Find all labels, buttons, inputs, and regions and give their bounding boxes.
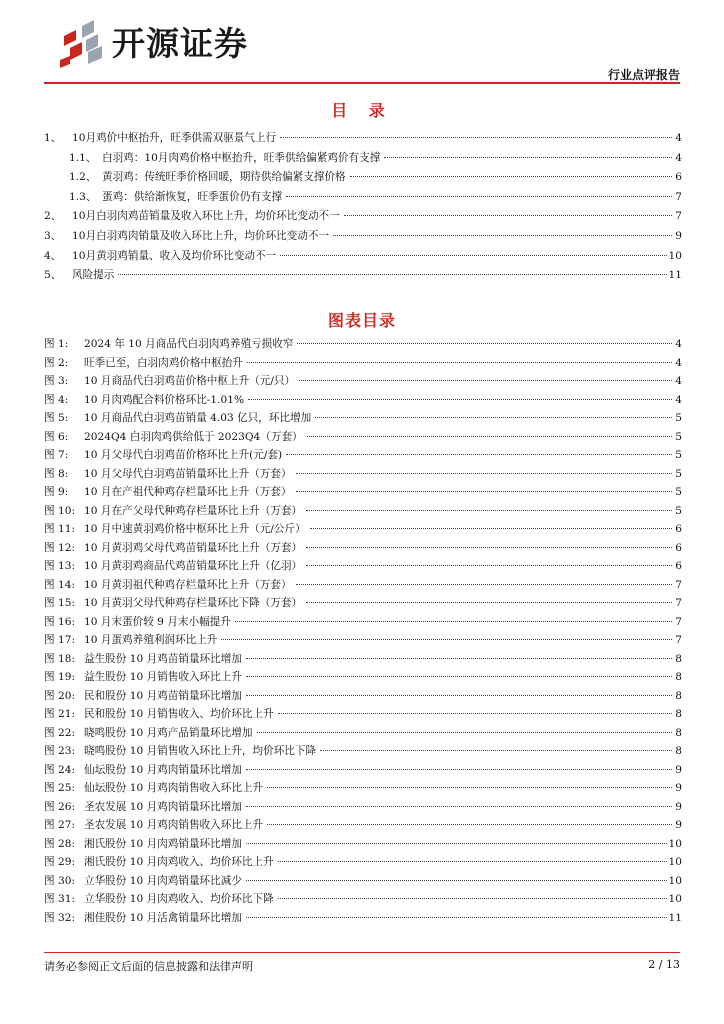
figure-caption: 2024Q4 白羽肉鸡供给低于 2023Q4（万套） xyxy=(84,430,303,443)
leader-dots xyxy=(299,380,672,381)
figure-entry[interactable] xyxy=(44,817,682,836)
figure-entry[interactable] xyxy=(44,410,682,429)
figure-caption: 湘氏股份 10 月肉鸡收入、均价环比上升 xyxy=(84,856,274,868)
toc-number: 1.1、 xyxy=(69,151,97,164)
page-ref: 4 xyxy=(675,393,682,406)
leader-dots xyxy=(246,769,672,770)
brand-name: 开源证券 xyxy=(112,24,248,63)
leader-dots xyxy=(278,898,667,899)
page-ref: 8 xyxy=(675,671,682,683)
leader-dots xyxy=(267,787,672,788)
leader-dots xyxy=(296,473,672,474)
figure-caption: 晓鸣股份 10 月鸡产品销量环比增加 xyxy=(84,726,253,739)
figure-caption: 立华股份 10 月肉鸡销量环比减少 xyxy=(84,874,242,887)
leader-dots xyxy=(280,255,666,256)
figure-number: 图 14: xyxy=(44,578,76,591)
figure-caption: 10 月父母代白羽鸡苗销量环比上升（万套） xyxy=(84,467,292,480)
leader-dots xyxy=(247,362,672,363)
leader-dots xyxy=(248,399,672,400)
page-ref: 5 xyxy=(675,449,682,461)
figure-number: 图 22: xyxy=(44,726,76,739)
figure-entry[interactable] xyxy=(44,503,682,522)
figure-caption: 湘氏股份 10 月肉鸡销量环比增加 xyxy=(84,837,242,850)
leader-dots xyxy=(384,157,672,158)
page-ref: 5 xyxy=(675,504,682,517)
page-ref: 8 xyxy=(675,652,682,665)
figure-number: 图 29: xyxy=(44,856,76,868)
figure-caption: 立华股份 10 月肉鸡收入、均价环比下降 xyxy=(84,893,274,905)
figure-number: 图 9: xyxy=(44,486,69,498)
page-ref: 4 xyxy=(675,375,682,387)
page-ref: 5 xyxy=(675,412,682,424)
figure-caption: 10 月黄羽祖代种鸡存栏量环比上升（万套） xyxy=(84,578,292,591)
figure-caption: 10 月商品代白羽鸡苗销量 4.03 亿只，环比增加 xyxy=(84,412,312,424)
page-ref: 10 xyxy=(668,837,682,850)
page-ref: 4 xyxy=(675,151,682,164)
leader-dots xyxy=(246,695,672,696)
leader-dots xyxy=(296,491,672,492)
page-header xyxy=(44,16,680,86)
toc-entry[interactable] xyxy=(44,169,682,189)
toc-text: 风险提示 xyxy=(72,269,115,282)
figure-number: 图 27: xyxy=(44,819,76,831)
leader-dots xyxy=(306,510,672,511)
figure-caption: 民和股份 10 月销售收入、均价环比上升 xyxy=(84,708,274,720)
leader-dots xyxy=(118,274,666,275)
figure-caption: 旺季已至，白羽肉鸡价格中枢抬升 xyxy=(84,356,243,369)
page-ref: 7 xyxy=(675,210,682,223)
page-ref: 7 xyxy=(675,634,682,646)
figure-entry[interactable] xyxy=(44,780,682,799)
figure-caption: 10 月商品代白羽鸡苗价格中枢上升（元/只） xyxy=(84,375,296,387)
figure-entry[interactable] xyxy=(44,799,682,818)
figure-number: 图 15: xyxy=(44,597,76,609)
page-ref: 4 xyxy=(675,356,682,369)
figure-caption: 10 月在产祖代种鸡存栏量环比上升（万套） xyxy=(84,486,292,498)
leader-dots xyxy=(306,547,672,548)
toc-number: 2、 xyxy=(44,210,62,223)
figure-number: 图 5: xyxy=(44,412,69,424)
figure-entry[interactable] xyxy=(44,336,682,355)
footer-divider xyxy=(44,952,680,953)
page-ref: 7 xyxy=(675,597,682,609)
figure-entry[interactable] xyxy=(44,725,682,744)
toc-list xyxy=(44,130,682,287)
figure-number: 图 26: xyxy=(44,800,76,813)
figure-caption: 仙坛股份 10 月鸡肉销售收入环比上升 xyxy=(84,782,264,794)
figure-caption: 10 月黄羽鸡父母代鸡苗销量环比上升（万套） xyxy=(84,541,303,554)
leader-dots xyxy=(246,843,667,844)
leader-dots xyxy=(246,917,667,918)
figure-caption: 10 月蛋鸡养殖利润环比上升 xyxy=(84,634,218,646)
figure-caption: 10 月父母代白羽鸡苗价格环比上升(元/套) xyxy=(84,449,283,461)
figure-entry[interactable] xyxy=(44,688,682,707)
toc-entry[interactable] xyxy=(44,150,682,170)
figure-caption: 2024 年 10 月商品代白羽肉鸡养殖亏损收窄 xyxy=(84,338,294,350)
figure-number: 图 19: xyxy=(44,671,76,683)
figure-caption: 益生股份 10 月鸡苗销量环比增加 xyxy=(84,652,242,665)
toc-number: 3、 xyxy=(44,229,62,242)
figure-caption: 10 月中速黄羽鸡价格中枢环比上升（元/公斤） xyxy=(84,523,306,535)
figure-entry[interactable] xyxy=(44,854,682,873)
toc-number: 5、 xyxy=(44,269,62,282)
figure-entry[interactable] xyxy=(44,521,682,540)
leader-dots xyxy=(320,750,672,751)
leader-dots xyxy=(267,824,672,825)
leader-dots xyxy=(310,528,672,529)
leader-dots xyxy=(280,137,672,138)
leader-dots xyxy=(257,732,672,733)
figure-number: 图 24: xyxy=(44,763,76,776)
leader-dots xyxy=(246,676,672,677)
figure-number: 图 18: xyxy=(44,652,76,665)
figure-entry[interactable] xyxy=(44,577,682,596)
figure-number: 图 17: xyxy=(44,634,76,646)
leader-dots xyxy=(278,861,667,862)
page-ref: 7 xyxy=(675,578,682,591)
figure-caption: 湘佳股份 10 月活禽销量环比增加 xyxy=(84,911,242,924)
figure-entry[interactable] xyxy=(44,743,682,762)
figure-entry[interactable] xyxy=(44,614,682,633)
figure-number: 图 8: xyxy=(44,467,69,480)
page-ref: 9 xyxy=(675,819,682,831)
figure-list xyxy=(44,336,682,928)
page-ref: 6 xyxy=(675,560,682,572)
figure-number: 图 21: xyxy=(44,708,76,720)
page-ref: 6 xyxy=(675,541,682,554)
footer-disclaimer: 请务必参阅正文后面的信息披露和法律声明 xyxy=(44,960,253,973)
figure-entry[interactable] xyxy=(44,355,682,374)
page-ref: 6 xyxy=(675,523,682,535)
page-ref: 7 xyxy=(675,190,682,203)
page-ref: 10 xyxy=(668,856,682,868)
page-ref: 4 xyxy=(675,132,682,144)
figure-caption: 圣农发展 10 月鸡肉销售收入环比上升 xyxy=(84,819,264,831)
figure-entry[interactable] xyxy=(44,540,682,559)
page-ref: 5 xyxy=(675,486,682,498)
figure-entry[interactable] xyxy=(44,466,682,485)
page-ref: 8 xyxy=(675,745,682,757)
leader-dots xyxy=(286,196,672,197)
toc-text: 白羽鸡：10月肉鸡价格中枢抬升，旺季供给偏紧鸡价有支撑 xyxy=(102,151,381,164)
kaiyuan-logo-icon xyxy=(56,20,106,68)
page-ref: 11 xyxy=(668,911,682,924)
toc-entry[interactable] xyxy=(44,228,682,248)
figure-entry[interactable] xyxy=(44,706,682,725)
figure-number: 图 28: xyxy=(44,837,76,850)
leader-dots xyxy=(306,565,672,566)
leader-dots xyxy=(278,713,672,714)
page-ref: 8 xyxy=(675,689,682,702)
toc-text: 10月鸡价中枢抬升，旺季供需双驱景气上行 xyxy=(72,132,277,144)
figure-caption: 10 月末蛋价较 9 月末小幅提升 xyxy=(84,615,231,628)
toc-title: 目 录 xyxy=(331,101,393,120)
figure-entry[interactable] xyxy=(44,910,682,929)
figure-entry[interactable] xyxy=(44,429,682,448)
toc-text: 10月白羽肉鸡苗销量及收入环比上升，均价环比变动不一 xyxy=(72,210,340,223)
page-ref: 6 xyxy=(675,171,682,184)
toc-text: 10月黄羽鸡销量、收入及均价环比变动不一 xyxy=(72,249,277,262)
figure-number: 图 30: xyxy=(44,874,76,887)
figure-entry[interactable] xyxy=(44,632,682,651)
leader-dots xyxy=(246,806,672,807)
page-ref: 9 xyxy=(675,782,682,794)
page-ref: 10 xyxy=(668,249,682,262)
figure-entry[interactable] xyxy=(44,595,682,614)
toc-number: 4、 xyxy=(44,249,62,262)
toc-entry[interactable] xyxy=(44,267,682,287)
page-ref: 8 xyxy=(675,726,682,739)
figure-entry[interactable] xyxy=(44,651,682,670)
page-ref: 9 xyxy=(675,763,682,776)
figure-entry[interactable] xyxy=(44,392,682,411)
figure-entry[interactable] xyxy=(44,891,682,910)
figure-number: 图 11: xyxy=(44,523,76,535)
toc-entry[interactable] xyxy=(44,208,682,228)
leader-dots xyxy=(344,215,672,216)
figure-caption: 10 月黄羽鸡商品代鸡苗销量环比上升（亿羽） xyxy=(84,560,303,572)
toc-text: 蛋鸡：供给渐恢复，旺季蛋价仍有支撑 xyxy=(102,190,283,203)
leader-dots xyxy=(296,584,672,585)
leader-dots xyxy=(333,235,672,236)
leader-dots xyxy=(221,639,672,640)
figure-caption: 10 月黄羽父母代种鸡存栏量环比下降（万套） xyxy=(84,597,303,609)
figure-caption: 仙坛股份 10 月鸡肉销量环比增加 xyxy=(84,763,242,776)
figure-entry[interactable] xyxy=(44,762,682,781)
figure-number: 图 3: xyxy=(44,375,69,387)
toc-entry[interactable] xyxy=(44,189,682,209)
leader-dots xyxy=(315,417,672,418)
figure-number: 图 10: xyxy=(44,504,76,517)
page-ref: 10 xyxy=(668,893,682,905)
figure-entry[interactable] xyxy=(44,484,682,503)
report-type: 行业点评报告 xyxy=(607,68,680,82)
figure-entry[interactable] xyxy=(44,447,682,466)
leader-dots xyxy=(306,602,672,603)
leader-dots xyxy=(350,176,672,177)
toc-number: 1.2、 xyxy=(69,171,97,184)
toc-number: 1.3、 xyxy=(69,190,97,203)
toc-entry[interactable] xyxy=(44,130,682,150)
figure-toc-title: 图表目录 xyxy=(327,311,396,330)
header-divider xyxy=(44,82,680,84)
toc-text: 黄羽鸡：传统旺季价格回暖，期待供给偏紧支撑价格 xyxy=(102,171,346,184)
leader-dots xyxy=(235,621,672,622)
page-ref: 4 xyxy=(675,338,682,350)
leader-dots xyxy=(297,343,672,344)
page-ref: 5 xyxy=(675,430,682,443)
figure-number: 图 1: xyxy=(44,338,69,350)
figure-number: 图 20: xyxy=(44,689,76,702)
figure-entry[interactable] xyxy=(44,373,682,392)
figure-number: 图 7: xyxy=(44,449,69,461)
page-ref: 11 xyxy=(668,269,682,282)
figure-entry[interactable] xyxy=(44,873,682,892)
toc-number: 1、 xyxy=(44,132,62,144)
figure-caption: 益生股份 10 月销售收入环比上升 xyxy=(84,671,242,683)
leader-dots xyxy=(286,454,672,455)
figure-number: 图 2: xyxy=(44,356,69,369)
figure-number: 图 23: xyxy=(44,745,76,757)
page-ref: 10 xyxy=(668,874,682,887)
leader-dots xyxy=(246,658,672,659)
figure-entry[interactable] xyxy=(44,558,682,577)
page-number: 2 / 13 xyxy=(648,958,680,971)
page-ref: 9 xyxy=(675,800,682,813)
toc-text: 10月白羽鸡肉销量及收入环比上升，均价环比变动不一 xyxy=(72,229,330,242)
figure-caption: 圣农发展 10 月鸡肉销量环比增加 xyxy=(84,800,242,813)
page-ref: 8 xyxy=(675,708,682,720)
figure-number: 图 25: xyxy=(44,782,76,794)
toc-entry[interactable] xyxy=(44,248,682,268)
figure-caption: 民和股份 10 月鸡苗销量环比增加 xyxy=(84,689,242,702)
leader-dots xyxy=(307,436,672,437)
figure-number: 图 6: xyxy=(44,430,69,443)
figure-number: 图 4: xyxy=(44,393,69,406)
figure-number: 图 12: xyxy=(44,541,76,554)
page-ref: 7 xyxy=(675,615,682,628)
leader-dots xyxy=(246,880,667,881)
figure-number: 图 13: xyxy=(44,560,76,572)
figure-entry[interactable] xyxy=(44,836,682,855)
page-ref: 5 xyxy=(675,467,682,480)
figure-number: 图 16: xyxy=(44,615,76,628)
figure-caption: 10 月在产父母代种鸡存栏量环比上升（万套） xyxy=(84,504,303,517)
page-ref: 9 xyxy=(675,229,682,242)
figure-number: 图 31: xyxy=(44,893,76,905)
figure-entry[interactable] xyxy=(44,669,682,688)
figure-number: 图 32: xyxy=(44,911,76,924)
figure-caption: 晓鸣股份 10 月销售收入环比上升，均价环比下降 xyxy=(84,745,317,757)
figure-caption: 10 月肉鸡配合料价格环比-1.01% xyxy=(84,393,245,406)
